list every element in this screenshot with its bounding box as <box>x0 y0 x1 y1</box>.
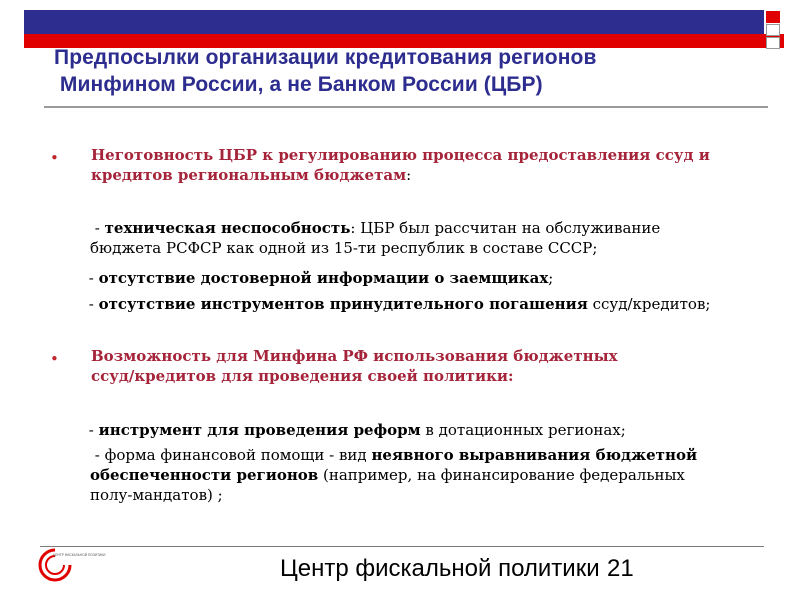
page-number: 21 <box>607 555 634 582</box>
corner-square-white-1 <box>766 24 780 36</box>
corner-square-red <box>766 11 780 23</box>
section1-heading-text: Неготовность ЦБР к регулированию процесса предоставления ссуд и кредитов региональным бюджетам <box>91 146 710 184</box>
section2-item-2 <box>84 445 724 505</box>
dash: - <box>84 421 99 439</box>
item-text: ; <box>548 269 554 287</box>
item-text: (например, на финансирование федеральных полу-мандатов) ; <box>90 466 685 504</box>
title-line-1: Предпосылки организации кредитования регионов <box>54 46 597 69</box>
section2-heading-text: Возможность для Минфина РФ использования бюджетных ссуд/кредитов для проведения своей политики: <box>91 347 618 385</box>
footer-divider <box>40 546 764 547</box>
title-divider <box>44 106 768 108</box>
item-bold: неявного выравнивания бюджетной обеспеченности регионов <box>90 446 698 484</box>
header-bar-blue <box>24 10 764 34</box>
bullet-2: • <box>50 350 59 368</box>
item-bold: техническая неспособность <box>104 219 351 237</box>
dash-text: - форма финансовой помощи - вид <box>90 446 372 464</box>
center-logo-icon <box>38 548 106 582</box>
item-bold: инструмент для проведения реформ <box>98 421 421 439</box>
slide-title <box>54 44 774 98</box>
section1-heading-tail: : <box>406 166 412 184</box>
footer-org-name: Центр фискальной политики <box>280 555 600 582</box>
title-line-2: Минфином России, а не Банком России (ЦБР) <box>54 73 543 96</box>
item-text: : ЦБР был рассчитан на обслуживание бюджета РСФСР как одной из 15-ти республик в составе СССР; <box>90 219 661 257</box>
section1-item-3 <box>84 294 734 314</box>
logo-label: ЦЕНТР ФИСКАЛЬНОЙ ПОЛИТИКИ <box>53 553 106 557</box>
section1-item-2 <box>84 268 734 288</box>
dash: - <box>90 219 105 237</box>
item-text: ссуд/кредитов; <box>587 295 711 313</box>
section1-heading <box>91 145 731 185</box>
bullet-1: • <box>50 149 59 167</box>
section2-heading <box>91 346 651 386</box>
section2-item-1 <box>84 420 734 440</box>
dash: - <box>84 295 99 313</box>
section1-item-1 <box>84 218 724 258</box>
item-bold: отсутствие достоверной информации о заемщиках <box>98 269 549 287</box>
dash: - <box>84 269 99 287</box>
item-bold: отсутствие инструментов принудительного погашения <box>98 295 588 313</box>
item-text: в дотационных регионах; <box>420 421 626 439</box>
